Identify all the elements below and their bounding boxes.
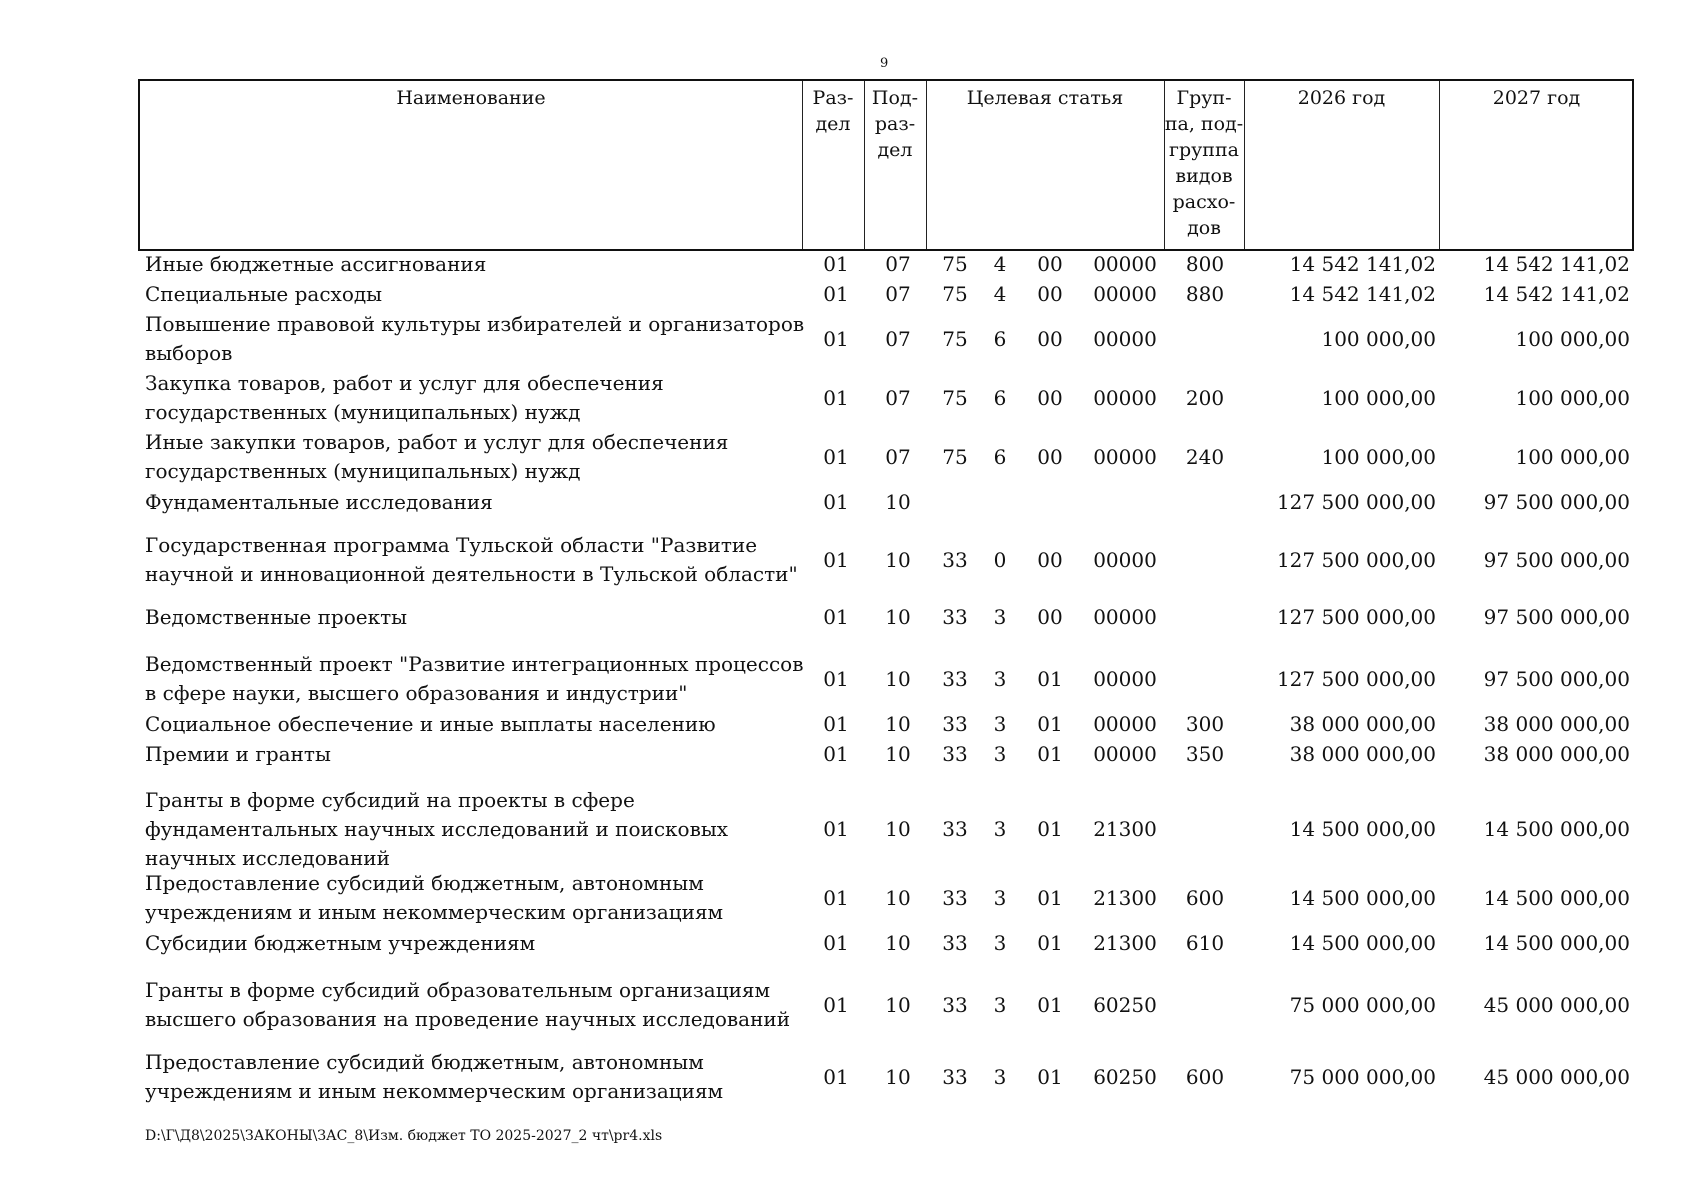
target-article-type-cell: 6: [993, 327, 1007, 351]
expense-group-cell: [1165, 591, 1245, 643]
amount-2027-cell: 97 500 000,00: [1483, 548, 1630, 572]
target-article-program-cell: 33: [942, 993, 968, 1017]
target-article-subprogram-cell: 01: [1037, 817, 1063, 841]
target-article-direction-cell: 00000: [1093, 445, 1157, 469]
target-article-direction-cell: 00000: [1093, 667, 1157, 691]
expense-group-cell: [1165, 488, 1245, 516]
table-row: [0, 250, 1696, 278]
podrazdel-cell: 10: [885, 490, 911, 514]
expense-group-cell: 800: [1185, 252, 1225, 276]
razdel-cell: 01: [823, 548, 849, 572]
amount-2026-cell: 127 500 000,00: [1276, 605, 1436, 629]
table-row: [0, 591, 1696, 643]
amount-2026-cell: 14 500 000,00: [1289, 931, 1436, 955]
target-article-type-cell: 3: [993, 817, 1007, 841]
razdel-cell: 01: [823, 667, 849, 691]
podrazdel-cell: 10: [885, 817, 911, 841]
podrazdel-cell: 10: [885, 548, 911, 572]
amount-2026-cell: 127 500 000,00: [1276, 548, 1436, 572]
target-article-type-cell: 3: [993, 1065, 1007, 1089]
target-article-type-cell: 3: [993, 993, 1007, 1017]
razdel-cell: 01: [823, 886, 849, 910]
target-article-type-cell: 3: [993, 742, 1007, 766]
amount-2027-cell: 14 500 000,00: [1483, 817, 1630, 841]
target-article-direction-cell: 00000: [1093, 742, 1157, 766]
target-article-subprogram-cell: 00: [1037, 548, 1063, 572]
header-expense-group: Груп- па, под- группа видов расхо- дов: [1164, 87, 1244, 239]
header-target-article: Целевая статья: [966, 87, 1124, 109]
razdel-cell: 01: [823, 605, 849, 629]
amount-2026-cell: 127 500 000,00: [1276, 667, 1436, 691]
row-name-cell: Субсидии бюджетным учреждениям: [145, 930, 536, 955]
amount-2027-cell: 100 000,00: [1515, 386, 1630, 410]
target-article-direction-cell: 00000: [1093, 327, 1157, 351]
podrazdel-cell: 07: [885, 386, 911, 410]
table-row: [0, 973, 1696, 1037]
target-article-program-cell: 33: [942, 667, 968, 691]
target-article-type-cell: 3: [993, 667, 1007, 691]
row-name-cell: Социальное обеспечение и иные выплаты населению: [145, 711, 716, 736]
razdel-cell: 01: [823, 327, 849, 351]
podrazdel-cell: 10: [885, 993, 911, 1017]
target-article-subprogram-cell: 00: [1037, 282, 1063, 306]
target-article-direction-cell: 00000: [1093, 386, 1157, 410]
target-article-direction-cell: 60250: [1093, 1065, 1157, 1089]
target-article-program-cell: 75: [942, 327, 968, 351]
target-article-subprogram-cell: 01: [1037, 931, 1063, 955]
header-year-2027: 2027 год: [1492, 87, 1581, 109]
expense-group-cell: 880: [1185, 282, 1225, 306]
target-article-program-cell: 75: [942, 386, 968, 410]
target-article-type-cell: 4: [993, 282, 1007, 306]
header-year-2026: 2026 год: [1297, 87, 1386, 109]
target-article-type-cell: 3: [993, 712, 1007, 736]
target-article-type-cell: 6: [993, 386, 1007, 410]
row-name-cell: Государственная программа Тульской области "Развитие научной и инновационной деятельности в Тульской области": [145, 533, 798, 586]
razdel-cell: 01: [823, 931, 849, 955]
target-article-direction-cell: 60250: [1093, 993, 1157, 1017]
table-row: [0, 429, 1696, 485]
target-article-type-cell: 3: [993, 605, 1007, 629]
target-article-direction-cell: 00000: [1093, 282, 1157, 306]
podrazdel-cell: 07: [885, 282, 911, 306]
amount-2026-cell: 14 542 141,02: [1289, 252, 1436, 276]
amount-2026-cell: 75 000 000,00: [1289, 1065, 1436, 1089]
expense-group-cell: [1165, 797, 1245, 861]
row-name-cell: Гранты в форме субсидий на проекты в сфере фундаментальных научных исследований и поисковых научных исследований: [145, 787, 729, 870]
expense-group-cell: [1165, 647, 1245, 711]
target-article-subprogram-cell: 01: [1037, 742, 1063, 766]
target-article-program-cell: 33: [942, 886, 968, 910]
podrazdel-cell: 10: [885, 742, 911, 766]
target-article-type-cell: 6: [993, 445, 1007, 469]
row-name-cell: Повышение правовой культуры избирателей и организаторов выборов: [145, 312, 805, 365]
amount-2026-cell: 14 500 000,00: [1289, 817, 1436, 841]
target-article-direction-cell: 21300: [1093, 817, 1157, 841]
podrazdel-cell: 07: [885, 327, 911, 351]
amount-2027-cell: 38 000 000,00: [1483, 712, 1630, 736]
target-article-type-cell: 3: [993, 931, 1007, 955]
amount-2027-cell: 100 000,00: [1515, 327, 1630, 351]
target-article-subprogram-cell: 00: [1037, 605, 1063, 629]
target-article-program-cell: 33: [942, 817, 968, 841]
target-article-program-cell: 75: [942, 252, 968, 276]
table-row: [0, 1045, 1696, 1109]
target-article-subprogram-cell: 00: [1037, 445, 1063, 469]
expense-group-cell: 200: [1185, 386, 1225, 410]
amount-2026-cell: 100 000,00: [1321, 327, 1436, 351]
target-article-type-cell: 4: [993, 252, 1007, 276]
podrazdel-cell: 10: [885, 712, 911, 736]
target-article-subprogram-cell: 01: [1037, 667, 1063, 691]
amount-2027-cell: 14 500 000,00: [1483, 931, 1630, 955]
header-name: Наименование: [396, 87, 546, 109]
table-row: [0, 929, 1696, 957]
target-article-direction-cell: 21300: [1093, 931, 1157, 955]
amount-2027-cell: 97 500 000,00: [1483, 490, 1630, 514]
target-article-subprogram-cell: 00: [1037, 252, 1063, 276]
target-article-program-cell: [935, 488, 975, 516]
row-name-cell: Ведомственные проекты: [145, 604, 408, 629]
target-article-subprogram-cell: 01: [1037, 712, 1063, 736]
row-name-cell: Предоставление субсидий бюджетным, автономным учреждениям и иным некоммерческим организациям: [145, 1050, 724, 1103]
razdel-cell: 01: [823, 252, 849, 276]
table-header: [138, 79, 1634, 251]
podrazdel-cell: 10: [885, 605, 911, 629]
target-article-program-cell: 33: [942, 742, 968, 766]
table-row: [0, 280, 1696, 308]
razdel-cell: 01: [823, 386, 849, 410]
row-name-cell: Специальные расходы: [145, 281, 383, 306]
target-article-type-cell: 3: [993, 886, 1007, 910]
row-name-cell: Фундаментальные исследования: [145, 489, 493, 514]
amount-2027-cell: 97 500 000,00: [1483, 605, 1630, 629]
header-razdel: Раз- дел: [812, 87, 854, 135]
razdel-cell: 01: [823, 282, 849, 306]
expense-group-cell: [1165, 528, 1245, 592]
amount-2026-cell: 100 000,00: [1321, 386, 1436, 410]
expense-group-cell: 300: [1185, 712, 1225, 736]
expense-group-cell: 350: [1185, 742, 1225, 766]
target-article-subprogram-cell: 01: [1037, 886, 1063, 910]
expense-group-cell: [1165, 973, 1245, 1037]
target-article-subprogram-cell: 01: [1037, 993, 1063, 1017]
target-article-subprogram-cell: 00: [1037, 386, 1063, 410]
target-article-program-cell: 33: [942, 712, 968, 736]
target-article-direction-cell: [1080, 488, 1170, 516]
razdel-cell: 01: [823, 445, 849, 469]
podrazdel-cell: 10: [885, 931, 911, 955]
row-name-cell: Премии и гранты: [145, 741, 331, 766]
target-article-direction-cell: 21300: [1093, 886, 1157, 910]
expense-group-cell: 600: [1185, 886, 1225, 910]
row-name-cell: Ведомственный проект "Развитие интеграционных процессов в сфере науки, высшего образования и индустрии": [145, 652, 804, 705]
target-article-program-cell: 33: [942, 548, 968, 572]
amount-2026-cell: 38 000 000,00: [1289, 712, 1436, 736]
amount-2027-cell: 38 000 000,00: [1483, 742, 1630, 766]
razdel-cell: 01: [823, 817, 849, 841]
amount-2026-cell: 14 500 000,00: [1289, 886, 1436, 910]
row-name-cell: Иные закупки товаров, работ и услуг для обеспечения государственных (муниципальных) нужд: [145, 430, 729, 483]
amount-2027-cell: 14 542 141,02: [1483, 252, 1630, 276]
razdel-cell: 01: [823, 490, 849, 514]
target-article-type-cell: 0: [993, 548, 1007, 572]
expense-group-cell: 600: [1185, 1065, 1225, 1089]
expense-group-cell: [1165, 311, 1245, 367]
target-article-program-cell: 33: [942, 605, 968, 629]
target-article-direction-cell: 00000: [1093, 548, 1157, 572]
table-row: [0, 528, 1696, 592]
row-name-cell: Гранты в форме субсидий образовательным организациям высшего образования на проведение научных исследований: [145, 978, 791, 1031]
target-article-type-cell: [985, 488, 1015, 516]
row-name-cell: Закупка товаров, работ и услуг для обеспечения государственных (муниципальных) нужд: [145, 371, 664, 424]
table-row: [0, 370, 1696, 426]
razdel-cell: 01: [823, 1065, 849, 1089]
target-article-direction-cell: 00000: [1093, 712, 1157, 736]
amount-2026-cell: 127 500 000,00: [1276, 490, 1436, 514]
table-row: [0, 740, 1696, 768]
podrazdel-cell: 10: [885, 1065, 911, 1089]
target-article-program-cell: 75: [942, 445, 968, 469]
table-row: [0, 488, 1696, 516]
target-article-subprogram-cell: 00: [1037, 327, 1063, 351]
amount-2026-cell: 38 000 000,00: [1289, 742, 1436, 766]
amount-2027-cell: 14 542 141,02: [1483, 282, 1630, 306]
page-number: 9: [880, 56, 889, 71]
amount-2027-cell: 45 000 000,00: [1483, 1065, 1630, 1089]
razdel-cell: 01: [823, 993, 849, 1017]
target-article-subprogram-cell: 01: [1037, 1065, 1063, 1089]
amount-2027-cell: 100 000,00: [1515, 445, 1630, 469]
table-row: [0, 870, 1696, 926]
table-row: [0, 787, 1696, 870]
table-row: [0, 311, 1696, 367]
amount-2027-cell: 97 500 000,00: [1483, 667, 1630, 691]
file-path-footer: D:\Г\Д8\2025\ЗАКОНЫ\ЗАС_8\Изм. бюджет ТО 2025-2027_2 чт\pr4.xls: [145, 1128, 663, 1144]
table-row: [0, 710, 1696, 738]
row-name-cell: Предоставление субсидий бюджетным, автономным учреждениям и иным некоммерческим организациям: [145, 871, 724, 924]
amount-2026-cell: 14 542 141,02: [1289, 282, 1436, 306]
row-name-cell: Иные бюджетные ассигнования: [145, 251, 487, 276]
table-row: [0, 647, 1696, 711]
target-article-direction-cell: 00000: [1093, 252, 1157, 276]
razdel-cell: 01: [823, 742, 849, 766]
expense-group-cell: 240: [1185, 445, 1225, 469]
amount-2026-cell: 100 000,00: [1321, 445, 1436, 469]
amount-2026-cell: 75 000 000,00: [1289, 993, 1436, 1017]
podrazdel-cell: 10: [885, 886, 911, 910]
razdel-cell: 01: [823, 712, 849, 736]
podrazdel-cell: 07: [885, 445, 911, 469]
podrazdel-cell: 07: [885, 252, 911, 276]
header-podrazdel: Под- раз- дел: [871, 87, 919, 161]
target-article-direction-cell: 00000: [1093, 605, 1157, 629]
target-article-program-cell: 33: [942, 931, 968, 955]
podrazdel-cell: 10: [885, 667, 911, 691]
target-article-program-cell: 33: [942, 1065, 968, 1089]
target-article-program-cell: 75: [942, 282, 968, 306]
amount-2027-cell: 14 500 000,00: [1483, 886, 1630, 910]
target-article-subprogram-cell: [1030, 488, 1070, 516]
amount-2027-cell: 45 000 000,00: [1483, 993, 1630, 1017]
expense-group-cell: 610: [1185, 931, 1225, 955]
